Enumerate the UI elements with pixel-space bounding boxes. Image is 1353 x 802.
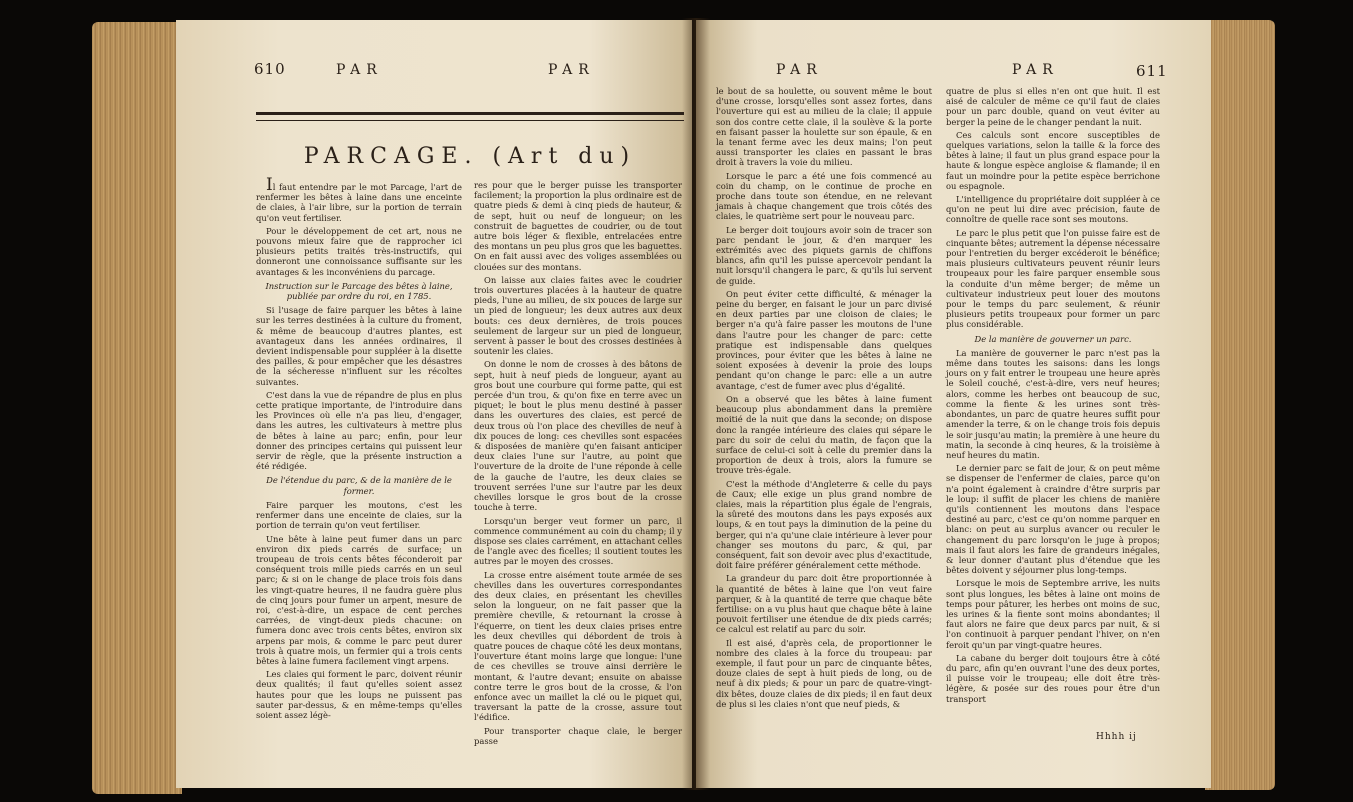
- right-running-head-left: PAR: [776, 62, 823, 78]
- paragraph: Lorsque le mois de Septembre arrive, les nuits sont plus longues, les bêtes à laine ont moins de temps pour pâturer, les herbes ont moins de suc, les urines & la fiente sont moins abondantes; il faut alors ne faire que deux parcs par nuit, & si l'on continuoit à parquer pendant l'hiver, on n'en feroit qu'un par vingt-quatre heures.: [946, 578, 1160, 650]
- paragraph: L'intelligence du propriétaire doit suppléer à ce qu'on ne peut lui dire avec précision, faute de connoître de quelle race sont ses moutons.: [946, 194, 1160, 225]
- right-page-column-2: [946, 86, 1160, 726]
- left-page-edges: [92, 22, 182, 794]
- article-title: PARCAGE. (Art du): [303, 144, 637, 169]
- paragraph: Pour le développement de cet art, nous ne pouvons mieux faire que de rapprocher ici plusieurs petits traités très-instructifs, qui donneront une connoissance suffisante sur les avantages & les inconvéniens du parcage.: [256, 225, 462, 277]
- paragraph: On peut éviter cette difficulté, & ménager la peine du berger, en faisant le jour un parc divisé en deux parties par une cloison de claies; le berger n'a qu'à faire passer les moutons de l'une dans l'autre pour les changer de parc: cette pratique est indispensable dans quelques provinces, pour éviter que les bêtes à laine ne soient exposées à devenir la proie des loups pendant qu'on change le parc: elle a un autre avantage, c'est de fumer avec plus d'égalité.: [716, 288, 932, 391]
- paragraph: Ces calculs sont encore susceptibles de quelques variations, selon la taille & la force des bêtes à laine; il faut un plus grand espace pour la haute & longue espèce angloise & flamande; il en faut un moindre pour la petite espèce berrichone ou espagnole.: [946, 129, 1160, 191]
- left-running-head-left: PAR: [336, 62, 383, 78]
- paragraph: Pour transporter chaque claie, le berger passe: [474, 725, 682, 746]
- paragraph: Si l'usage de faire parquer les bêtes à laine sur les terres destinées à la culture du froment, & même de beaucoup d'autres plantes, est avantageux dans les années ordinaires, il devient indispensable pour suppléer à la disette des pailles, & pour empêcher que les désastres de la sécheresse n'influent sur les récoltes suivantes.: [256, 305, 462, 387]
- paragraph: Une bête à laine peut fumer dans un parc environ dix pieds carrés de surface; un troupeau de trois cents bêtes féconderoit par conséquent trois mille pieds carrés en un seul parc; & si on le change de place trois fois dans les vingt-quatre heures, il ne faudra guère plus de cinq jours pour fumer un arpent, mesure de roi, c'est-à-dire, un espace de cent perches carrées, de vingt-deux pieds chacune: on fumera donc avec trois cents bêtes, environ six arpens par mois, & comme le parc peut durer trois à quatre mois, un fermier qui a trois cents bêtes à laine fumera facilement vingt arpens.: [256, 533, 462, 666]
- paragraph: res pour que le berger puisse les transporter facilement; la proportion la plus ordinaire est de quatre pieds & demi à cinq pieds de hauteur, & de sept, huit ou neuf de longueur; on les construit de baguettes de coudrier, ou de tout autre bois léger & flexible, entrelacées entre des montans un peu plus gros que les baguettes. On en fait aussi avec des voliges assemblées ou clouées sur des montans.: [474, 180, 682, 272]
- right-page-edges: [1205, 20, 1275, 790]
- paragraph: Les claies qui forment le parc, doivent réunir deux qualités; il faut qu'elles soient assez hautes pour que les loups ne puissent pas sauter par-dessus, & en même-temps qu'elles soient assez légè-: [256, 669, 462, 720]
- paragraph: Faire parquer les moutons, c'est les renfermer dans une enceinte de claies, sur la portion de terrain qu'on veut fertiliser.: [256, 499, 462, 531]
- left-page: [176, 20, 692, 788]
- paragraph: On laisse aux claies faites avec le coudrier trois ouvertures placées à la hauteur de quatre pieds, l'une au milieu, de six pouces de large sur un pied de longueur; les deux autres aux deux bouts: ces deux dernières, de trois pouces seulement de largeur sur un pied de longueur, servent à passer le bout des crosses destinées à soutenir les claies.: [474, 274, 682, 357]
- left-page-column-1: [256, 175, 462, 725]
- printer-signature: Hhhh ij: [1096, 732, 1137, 742]
- paragraph: le bout de sa houlette, ou souvent même le bout d'une crosse, lorsqu'elles sont assez fortes, dans l'ouverture qui est au milieu de la claie; il appuie son dos contre cette claie, il la soulève & la porte en faisant passer la houlette sur son épaule, & en la tenant ferme avec les deux mains; l'on peut aussi transporter les claies en passant le bras droit à travers la voie du milieu.: [716, 86, 932, 168]
- section-heading: De l'étendue du parc, & de la manière de le former.: [266, 475, 452, 496]
- paragraph: Lorsqu'un berger veut former un parc, il commence communément au coin du champ; il y dispose ses claies carrément, en attachant celles de l'angle avec des ficelles; il soutient toutes les autres par le moyen des crosses.: [474, 515, 682, 567]
- paragraph: On donne le nom de crosses à des bâtons de sept, huit à neuf pieds de longueur, ayant au gros bout une courbure qui forme patte, qui est percée d'un trou, & qu'on fixe en terre avec un piquet; le bout le plus menu destiné à passer dans les ouvertures des claies, est percé de deux trous où l'on place des chevilles de neuf à dix pouces de long: ces chevilles sont espacées & disposées de manière qu'en faisant anticiper deux claies l'une sur l'autre, au point que l'ouverture de la droite de l'une réponde à celle de la gauche de l'autre, les deux claies se trouvent serrées l'une sur l'autre par les deux chevilles lorsque le gros bout de la crosse touche à terre.: [474, 359, 682, 513]
- paragraph: Il faut entendre par le mot Parcage, l'art de renfermer les bêtes à laine dans une enceinte de claies, à l'air libre, sur la portion de terrain qu'on veut fertiliser.: [256, 175, 462, 223]
- left-running-head: [176, 62, 692, 84]
- section-heading: Instruction sur le Parcage des bêtes à laine, publiée par ordre du roi, en 1785.: [265, 280, 453, 302]
- paragraph: La grandeur du parc doit être proportionnée à la quantité de bêtes à laine que l'on veut faire parquer, & à la quantité de terre que chaque bête fertilise: on a vu plus haut que chaque bête à laine pouvoit fertiliser une étendue de dix pieds carrés; ce calcul est relatif au parc du soir.: [716, 573, 932, 635]
- left-running-head-right: PAR: [548, 62, 595, 78]
- right-page-column-1: [716, 86, 932, 714]
- right-page-number: 611: [1136, 62, 1168, 80]
- right-running-head: [696, 62, 1211, 84]
- section-heading: De la manière de gouverner un parc.: [974, 333, 1132, 344]
- left-page-column-2: [474, 180, 682, 746]
- paragraph: La cabane du berger doit toujours être à côté du parc, afin qu'en ouvrant l'une des deux portes, il puisse voir le troupeau; elle doit être très-légère, & posée sur des roues pour être d'un transport: [946, 652, 1160, 704]
- paragraph: Le dernier parc se fait de jour, & on peut même se dispenser de l'enfermer de claies, parce qu'on n'a point également à craindre d'être surpris par le loup: il suffit de placer les chiens de manière qu'ils contiennent les moutons dans l'espace destiné au parc, c'est ce qu'on nomme parquer en blanc: on peut au surplus avancer ou reculer le changement du parc lorsqu'on le juge à propos; mais il faut alors les faire de grandeurs inégales, & leur donner d'autant plus d'étendue que les bêtes doivent y séjourner plus long-temps.: [946, 463, 1160, 576]
- paragraph: La manière de gouverner le parc n'est pas la même dans toutes les saisons: dans les longs jours on y fait entrer le troupeau une heure après le Soleil couché, c'est-à-dire, vers neuf heures; alors, comme les herbes ont beaucoup de suc, comme la fiente & les urines sont très-abondantes, un parc de quatre heures suffit pour amender la terre, & on le change trois fois depuis le soir jusqu'au matin; la première à une heure du matin, la seconde à cinq heures, & la troisième à neuf heures du matin.: [946, 347, 1160, 460]
- right-running-head-right: PAR: [1012, 62, 1059, 78]
- title-rule: [256, 112, 684, 121]
- right-page: [696, 20, 1211, 788]
- paragraph: Il est aisé, d'après cela, de proportionner le nombre des claies à la force du troupeau: par exemple, il faut pour un parc de cinquante bêtes, douze claies de sept à huit pieds de long, ou de neuf à dix pieds; & pour un parc de quatre-vingt-dix bêtes, douze claies de dix pieds; il en faut deux de plus si les claies n'ont que neuf pieds, &: [716, 637, 932, 709]
- left-page-number: 610: [254, 60, 286, 78]
- paragraph: quatre de plus si elles n'en ont que huit. Il est aisé de calculer de même ce qu'il faut de claies pour un parc double, quand on veut éviter au berger la peine de le changer pendant la nuit.: [946, 86, 1160, 127]
- paragraph: C'est la méthode d'Angleterre & celle du pays de Caux; elle exige un plus grand nombre de claies, mais la répartition plus égale de l'engrais, la sûreté des moutons dans les pays exposés aux loups, & en tout pays la diminution de la peine du berger, qui n'a qu'une claie intérieure à lever pour changer ses moutons du parc, & qui, par conséquent, fait son devoir avec plus d'exactitude, doit faire préférer généralement cette méthode.: [716, 478, 932, 571]
- paragraph: Le parc le plus petit que l'on puisse faire est de cinquante bêtes; autrement la dépense nécessaire pour l'entretien du berger excéderoit le bénéfice; mais plusieurs cultivateurs peuvent réunir leurs troupeaux pour les faire parquer ensemble sous la conduite d'un même berger; de même un cultivateur industrieux peut louer des moutons pour le temps du parc seulement, & réunir plusieurs petits troupeaux pour former un parc plus considérable.: [946, 227, 1160, 330]
- paragraph: Le berger doit toujours avoir soin de tracer son parc pendant le jour, & d'en marquer les extrémités avec des piquets garnis de chiffons blancs, afin qu'il les puisse apercevoir pendant la nuit lorsqu'il changera le parc, & qu'ils lui servent de guide.: [716, 224, 932, 286]
- paragraph: Lorsque le parc a été une fois commencé au coin du champ, on le continue de proche en proche dans toute son étendue, en ne relevant jamais à chaque changement que trois côtés des claies, le quatrième sert pour le nouveau parc.: [716, 170, 932, 222]
- paragraph: On a observé que les bêtes à laine fument beaucoup plus abondamment dans la première moitié de la nuit que dans la seconde; on dispose donc la rangée intérieure des claies qui sépare le parc du soir de celui du matin, de façon que la surface de celui-ci soit à celle du premier dans la proportion de deux à trois, alors la fumure se trouve très-égale.: [716, 393, 932, 476]
- paragraph: La crosse entre aisément toute armée de ses chevilles dans les ouvertures correspondantes des deux claies, en présentant les chevilles selon la longueur, on ne fait passer que la première cheville, & retournant la crosse à l'équerre, on tient les deux claies prises entre les deux chevilles qui débordent de trois à quatre pouces de chaque côté les deux montans, l'ouverture étant moins large que longue: l'une de ces chevilles se trouve ainsi derrière le montant, & l'autre devant; ensuite on abaisse contre terre le gros bout de la crosse, & l'on enfonce avec un maillet la clé ou le piquet qui, traversant la patte de la crosse, assure tout l'édifice.: [474, 569, 682, 723]
- paragraph: C'est dans la vue de répandre de plus en plus cette pratique importante, de l'introduire dans les Provinces où elle n'a pas lieu, d'engager, dans les autres, les cultivateurs à mettre plus de bêtes à laine au parc; enfin, pour leur donner des principes certains qui puissent leur servir de règle, que la présente instruction a été rédigée.: [256, 389, 462, 472]
- book-gutter: [682, 18, 710, 790]
